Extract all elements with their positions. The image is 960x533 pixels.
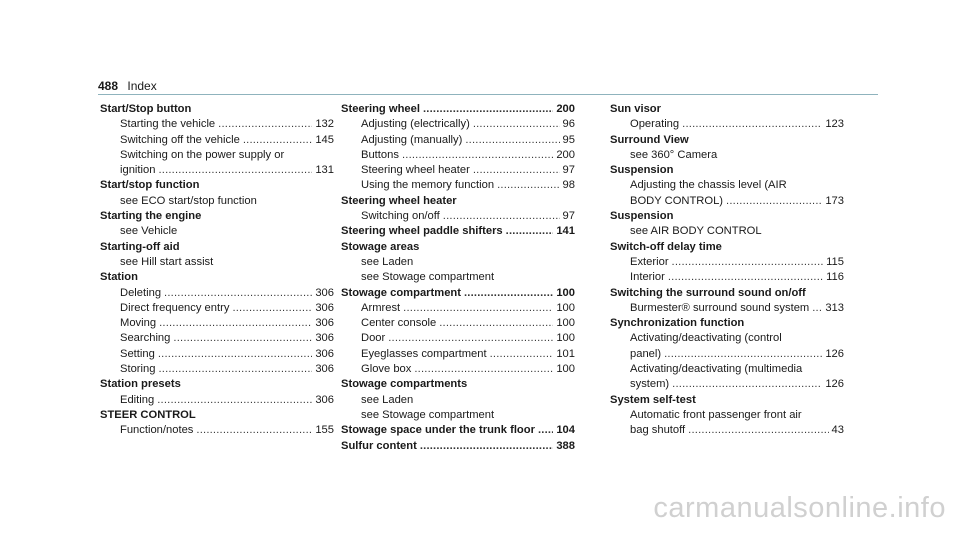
- entry-label: Buttons: [361, 148, 399, 161]
- index-entry: [341, 102, 575, 194]
- index-entry: [100, 102, 334, 178]
- page-reference: 155: [315, 424, 334, 437]
- index-heading[interactable]: [100, 178, 334, 193]
- index-subentry[interactable]: [341, 178, 575, 193]
- entry-label: Start/Stop button: [100, 103, 192, 115]
- page-reference: 306: [315, 301, 334, 314]
- index-subentry[interactable]: [100, 117, 334, 132]
- index-subentry[interactable]: [341, 316, 575, 331]
- index-subentry[interactable]: [341, 393, 575, 408]
- index-subentry[interactable]: [100, 393, 334, 408]
- header-divider: [98, 94, 878, 95]
- dot-leader: [473, 163, 560, 178]
- index-subentry[interactable]: [100, 163, 334, 178]
- index-heading[interactable]: [341, 224, 575, 239]
- entry-label: Steering wheel heater: [361, 164, 470, 177]
- dot-leader: [668, 270, 823, 285]
- dot-leader: [157, 393, 312, 408]
- entry-label: Moving: [120, 317, 157, 330]
- index-entry: [610, 209, 844, 240]
- index-heading[interactable]: [610, 393, 844, 408]
- page-reference: 115: [826, 255, 844, 268]
- entry-label: Direct frequency entry: [120, 301, 230, 314]
- entry-label: BODY CONTROL): [630, 194, 724, 207]
- index-subentry[interactable]: [610, 347, 844, 362]
- index-heading[interactable]: [100, 408, 334, 423]
- dot-leader: [243, 133, 313, 148]
- index-subentry[interactable]: [100, 224, 334, 239]
- entry-label: System self-test: [610, 393, 696, 406]
- index-heading[interactable]: [341, 423, 575, 438]
- dot-leader: [497, 178, 559, 193]
- entry-label: Start/stop function: [100, 179, 200, 192]
- page-reference: 126: [825, 378, 844, 391]
- index-entry: [341, 439, 575, 454]
- index-subentry[interactable]: [610, 331, 844, 346]
- index-subentry[interactable]: [100, 316, 334, 331]
- dot-leader: [672, 255, 824, 270]
- index-subentry[interactable]: [341, 255, 575, 270]
- index-subentry[interactable]: [341, 408, 575, 423]
- index-heading[interactable]: [610, 209, 844, 224]
- section-title: Index: [127, 79, 157, 93]
- entry-label: Sulfur content: [341, 439, 417, 452]
- index-subentry[interactable]: [100, 301, 334, 316]
- entry-label: Stowage areas: [341, 240, 420, 253]
- entry-label: Editing: [120, 393, 155, 406]
- page-reference: 97: [562, 164, 575, 177]
- page-reference: 306: [315, 347, 334, 360]
- entry-label: Suspension: [610, 210, 674, 223]
- entry-label: Center console: [361, 317, 437, 330]
- entry-label: Switching on/off: [361, 210, 440, 223]
- page-reference: 43: [831, 424, 844, 437]
- entry-label: see Stowage compartment: [361, 271, 495, 284]
- entry-label: Switch-off delay time: [610, 240, 722, 253]
- entry-label: see Laden: [361, 393, 414, 406]
- page-reference: 95: [562, 133, 575, 146]
- entry-label: Stowage space under the trunk floor: [341, 424, 535, 437]
- index-entry: [100, 408, 334, 439]
- entry-label: Surround View: [610, 133, 689, 146]
- index-heading[interactable]: [341, 102, 575, 117]
- entry-label: Glove box: [361, 363, 412, 376]
- dot-leader: [688, 423, 828, 438]
- index-subentry[interactable]: [610, 117, 844, 132]
- entry-label: Deleting: [120, 286, 162, 299]
- page-reference: 306: [315, 332, 334, 345]
- index-heading[interactable]: [610, 133, 844, 148]
- index-subentry[interactable]: [341, 331, 575, 346]
- page-number: 488: [98, 79, 119, 93]
- entry-label: Door: [361, 332, 386, 345]
- index-entry: [341, 377, 575, 423]
- page-reference: 132: [315, 118, 334, 131]
- index-entry: [610, 240, 844, 286]
- dot-leader: [158, 362, 312, 377]
- index-subentry[interactable]: [100, 148, 334, 163]
- entry-label: Eyeglasses compartment: [361, 347, 487, 360]
- entry-label: Interior: [630, 271, 665, 284]
- entry-label: Sun visor: [610, 103, 661, 115]
- entry-label: Steering wheel heater: [341, 194, 457, 207]
- page-reference: 306: [315, 317, 334, 330]
- page-reference: 306: [315, 286, 334, 299]
- entry-label: Using the memory function: [361, 179, 495, 192]
- index-entry: [610, 316, 844, 392]
- dot-leader: [420, 439, 554, 454]
- dot-leader: [158, 163, 312, 178]
- index-subentry[interactable]: [100, 331, 334, 346]
- page-reference: 100: [556, 363, 575, 376]
- index-heading[interactable]: [100, 240, 334, 255]
- entry-label: Armrest: [361, 301, 401, 314]
- index-entry: [341, 286, 575, 378]
- page-reference: 116: [826, 271, 844, 284]
- entry-label: Steering wheel: [341, 103, 420, 115]
- page-reference: 126: [825, 347, 844, 360]
- entry-label: Starting-off aid: [100, 240, 180, 253]
- index-subentry[interactable]: [610, 148, 844, 163]
- entry-label: see Vehicle: [120, 225, 178, 238]
- entry-label: Operating: [630, 118, 680, 131]
- entry-label: Activating/deactivating (control: [630, 332, 782, 345]
- index-entry: [610, 163, 844, 209]
- entry-label: Stowage compartments: [341, 378, 468, 391]
- index-heading[interactable]: [610, 163, 844, 178]
- index-entry: [100, 209, 334, 240]
- index-entry: [610, 393, 844, 439]
- dot-leader: [672, 377, 822, 392]
- index-heading[interactable]: [610, 316, 844, 331]
- index-heading[interactable]: [100, 377, 334, 392]
- index-entry: [100, 240, 334, 271]
- index-column-2: [341, 102, 575, 454]
- page-reference: 96: [562, 118, 575, 131]
- page-reference: 104: [556, 424, 575, 437]
- page-reference: 100: [556, 317, 575, 330]
- page-reference: 145: [315, 133, 334, 146]
- index-heading[interactable]: [341, 377, 575, 392]
- index-heading[interactable]: [610, 286, 844, 301]
- entry-label: Switching off the vehicle: [120, 133, 240, 146]
- entry-label: Station presets: [100, 378, 181, 391]
- entry-label: bag shutoff: [630, 424, 686, 437]
- entry-label: Stowage compartment: [341, 286, 461, 299]
- index-entry: [341, 423, 575, 438]
- page-reference: 200: [556, 103, 575, 115]
- index-subentry[interactable]: [610, 408, 844, 423]
- entry-label: panel): [630, 347, 662, 360]
- index-subentry[interactable]: [610, 270, 844, 285]
- entry-label: Exterior: [630, 255, 669, 268]
- dot-leader: [423, 102, 553, 117]
- page-reference: 98: [562, 179, 575, 192]
- index-heading[interactable]: [341, 286, 575, 301]
- dot-leader: [473, 117, 560, 132]
- index-subentry[interactable]: [610, 224, 844, 239]
- entry-label: see 360° Camera: [630, 148, 718, 161]
- index-heading[interactable]: [341, 240, 575, 255]
- dot-leader: [403, 301, 553, 316]
- page-reference: 123: [825, 118, 844, 131]
- index-heading[interactable]: [100, 209, 334, 224]
- index-subentry[interactable]: [341, 133, 575, 148]
- index-column-3: [610, 102, 844, 439]
- index-subentry[interactable]: [341, 163, 575, 178]
- page-reference: 97: [562, 210, 575, 223]
- entry-label: Adjusting (electrically): [361, 118, 470, 131]
- index-subentry[interactable]: [610, 301, 844, 316]
- entry-label: Starting the engine: [100, 210, 202, 223]
- entry-label: see ECO start/stop function: [120, 194, 257, 207]
- page-reference: 313: [825, 301, 844, 314]
- dot-leader: [173, 331, 312, 346]
- entry-label: Automatic front passenger front air: [630, 408, 802, 421]
- entry-label: Steering wheel paddle shifters: [341, 225, 503, 238]
- page-reference: 173: [825, 194, 844, 207]
- watermark: carmanualsonline.info: [653, 492, 946, 524]
- dot-leader: [158, 347, 312, 362]
- index-subentry[interactable]: [100, 347, 334, 362]
- dot-leader: [490, 347, 554, 362]
- entry-label: Starting the vehicle: [120, 118, 216, 131]
- index-subentry[interactable]: [610, 377, 844, 392]
- index-subentry[interactable]: [100, 133, 334, 148]
- entry-label: see Hill start assist: [120, 255, 214, 268]
- entry-label: Synchronization function: [610, 317, 745, 330]
- entry-label: Switching the surround sound on/off: [610, 286, 806, 299]
- index-subentry[interactable]: [341, 209, 575, 224]
- dot-leader: [218, 117, 312, 132]
- index-entry: [341, 240, 575, 286]
- index-subentry[interactable]: [610, 178, 844, 193]
- page-reference: 388: [556, 439, 575, 452]
- index-subentry[interactable]: [100, 286, 334, 301]
- index-subentry[interactable]: [610, 362, 844, 377]
- index-entry: [341, 194, 575, 225]
- entry-label: system): [630, 378, 670, 391]
- page-reference: 306: [315, 393, 334, 406]
- index-subentry[interactable]: [341, 362, 575, 377]
- index-subentry[interactable]: [100, 362, 334, 377]
- page-reference: 101: [556, 347, 575, 360]
- page-reference: 200: [556, 148, 575, 161]
- index-heading[interactable]: [610, 102, 844, 117]
- index-subentry[interactable]: [100, 255, 334, 270]
- entry-label: Setting: [120, 347, 155, 360]
- entry-label: Station: [100, 271, 138, 284]
- dot-leader: [664, 347, 822, 362]
- entry-label: see AIR BODY CONTROL: [630, 225, 762, 238]
- index-subentry[interactable]: [341, 347, 575, 362]
- index-subentry[interactable]: [100, 423, 334, 438]
- dot-leader: [164, 286, 312, 301]
- dot-leader: [443, 209, 560, 224]
- index-entry: [610, 133, 844, 164]
- index-subentry[interactable]: [100, 194, 334, 209]
- dot-leader: [812, 301, 822, 316]
- entry-label: Adjusting the chassis level (AIR: [630, 179, 787, 192]
- entry-label: Suspension: [610, 164, 674, 177]
- index-entry: [610, 102, 844, 133]
- index-subentry[interactable]: [610, 194, 844, 209]
- entry-label: STEER CONTROL: [100, 408, 196, 421]
- index-entry: [100, 377, 334, 408]
- index-column-1: [100, 102, 334, 439]
- dot-leader: [439, 316, 553, 331]
- dot-leader: [538, 423, 553, 438]
- index-heading[interactable]: [100, 270, 334, 285]
- dot-leader: [506, 224, 554, 239]
- index-heading[interactable]: [341, 194, 575, 209]
- index-subentry[interactable]: [341, 148, 575, 163]
- entry-label: Adjusting (manually): [361, 133, 463, 146]
- page-reference: 100: [556, 332, 575, 345]
- page-reference: 306: [315, 363, 334, 376]
- index-heading[interactable]: [610, 240, 844, 255]
- index-entry: [100, 178, 334, 209]
- page-reference: 141: [556, 225, 575, 238]
- index-entry: [341, 224, 575, 239]
- page-reference: 131: [315, 164, 334, 177]
- dot-leader: [726, 194, 822, 209]
- dot-leader: [465, 133, 559, 148]
- entry-label: Function/notes: [120, 424, 194, 437]
- index-heading[interactable]: [341, 439, 575, 454]
- dot-leader: [159, 316, 312, 331]
- index-subentry[interactable]: [341, 117, 575, 132]
- entry-label: Storing: [120, 363, 156, 376]
- index-heading[interactable]: [100, 102, 334, 117]
- index-subentry[interactable]: [341, 270, 575, 285]
- page-reference: 100: [556, 301, 575, 314]
- index-entry: [610, 286, 844, 317]
- dot-leader: [682, 117, 822, 132]
- page-header: [98, 79, 157, 93]
- entry-label: see Stowage compartment: [361, 408, 495, 421]
- dot-leader: [232, 301, 312, 316]
- index-subentry[interactable]: [341, 301, 575, 316]
- entry-label: Activating/deactivating (multimedia: [630, 363, 803, 376]
- entry-label: Switching on the power supply or: [120, 148, 285, 161]
- dot-leader: [402, 148, 553, 163]
- index-subentry[interactable]: [610, 255, 844, 270]
- dot-leader: [196, 423, 312, 438]
- dot-leader: [464, 286, 553, 301]
- dot-leader: [388, 331, 553, 346]
- page-reference: 100: [556, 286, 575, 299]
- dot-leader: [414, 362, 553, 377]
- index-entry: [100, 270, 334, 377]
- entry-label: Searching: [120, 332, 171, 345]
- entry-label: see Laden: [361, 255, 414, 268]
- entry-label: Burmester® surround sound system: [630, 301, 810, 314]
- index-subentry[interactable]: [610, 423, 844, 438]
- entry-label: ignition: [120, 164, 156, 177]
